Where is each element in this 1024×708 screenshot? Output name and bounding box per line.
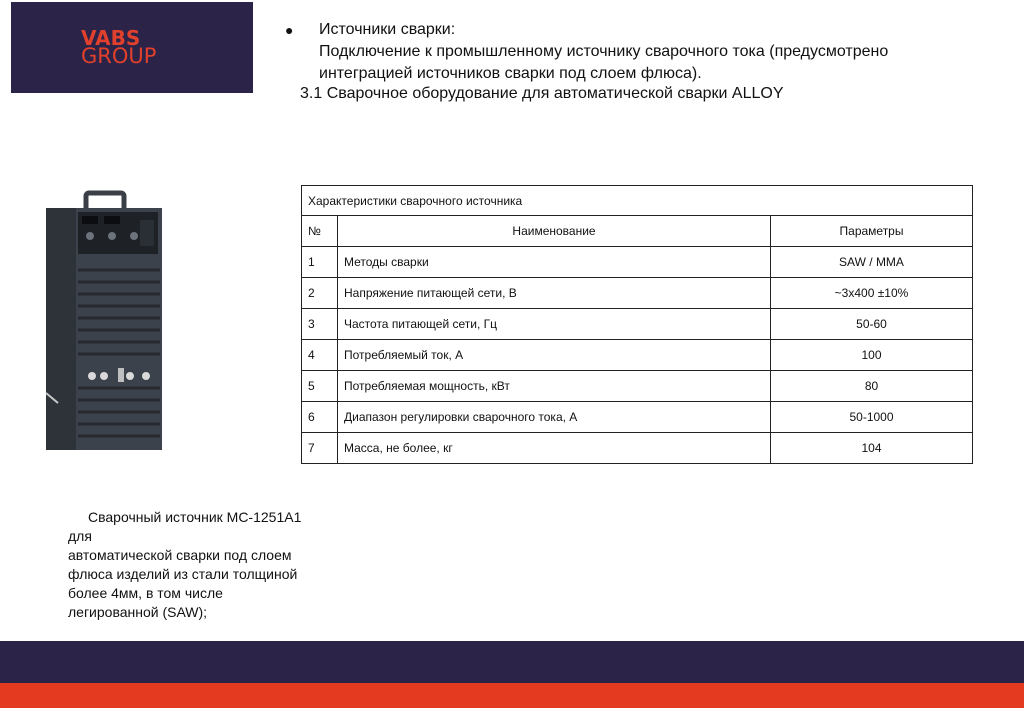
table-header-row (302, 216, 973, 247)
intro-line: Источники сварки: (319, 21, 456, 38)
row-name: Масса, не более, кг (338, 433, 771, 464)
intro-bullet (285, 19, 985, 85)
image-caption (68, 508, 328, 622)
row-param: 104 (771, 433, 973, 464)
column-header-number: № (302, 216, 338, 247)
caption-line: более 4мм, в том числе (68, 585, 223, 601)
row-name: Частота питающей сети, Гц (338, 309, 771, 340)
table-row (302, 433, 973, 464)
row-number: 5 (302, 371, 338, 402)
row-number: 6 (302, 402, 338, 433)
row-number: 4 (302, 340, 338, 371)
bullet-icon: ● (285, 22, 294, 38)
row-param: 100 (771, 340, 973, 371)
row-name: Диапазон регулировки сварочного тока, А (338, 402, 771, 433)
row-name: Потребляемый ток, А (338, 340, 771, 371)
welding-source-image (28, 188, 178, 458)
table-row (302, 247, 973, 278)
row-number: 2 (302, 278, 338, 309)
table-caption: Характеристики сварочного источника (302, 186, 973, 216)
logo-line-2: GROUP (81, 44, 157, 68)
caption-line: Сварочный источник МС-1251А1 для (68, 509, 302, 544)
caption-line: флюса изделий из стали толщиной (68, 566, 298, 582)
row-param: 50-60 (771, 309, 973, 340)
row-param: SAW / MMA (771, 247, 973, 278)
row-number: 3 (302, 309, 338, 340)
column-header-name: Наименование (338, 216, 771, 247)
caption-line: автоматической сварки под слоем (68, 547, 292, 563)
caption-line: легированной (SAW); (68, 604, 208, 620)
logo-line-1: VABS (81, 26, 141, 50)
row-number: 1 (302, 247, 338, 278)
column-header-params: Параметры (771, 216, 973, 247)
intro-line: интеграцией источников сварки под слоем флюса). (319, 65, 702, 82)
section-subheading: 3.1 Сварочное оборудование для автоматической сварки ALLOY (300, 85, 784, 102)
row-number: 7 (302, 433, 338, 464)
table-row (302, 309, 973, 340)
logo-panel (11, 2, 253, 93)
brand-logo (81, 26, 157, 68)
row-name: Методы сварки (338, 247, 771, 278)
row-param: 50-1000 (771, 402, 973, 433)
row-param: ~3х400 ±10% (771, 278, 973, 309)
table-row (302, 340, 973, 371)
footer-band-dark (0, 641, 1024, 683)
row-name: Напряжение питающей сети, В (338, 278, 771, 309)
row-name: Потребляемая мощность, кВт (338, 371, 771, 402)
footer-band-red (0, 683, 1024, 708)
table-row (302, 278, 973, 309)
row-param: 80 (771, 371, 973, 402)
table-row (302, 402, 973, 433)
intro-line: Подключение к промышленному источнику сварочного тока (предусмотрено (319, 43, 889, 60)
specifications-table (301, 185, 973, 464)
table-row (302, 371, 973, 402)
